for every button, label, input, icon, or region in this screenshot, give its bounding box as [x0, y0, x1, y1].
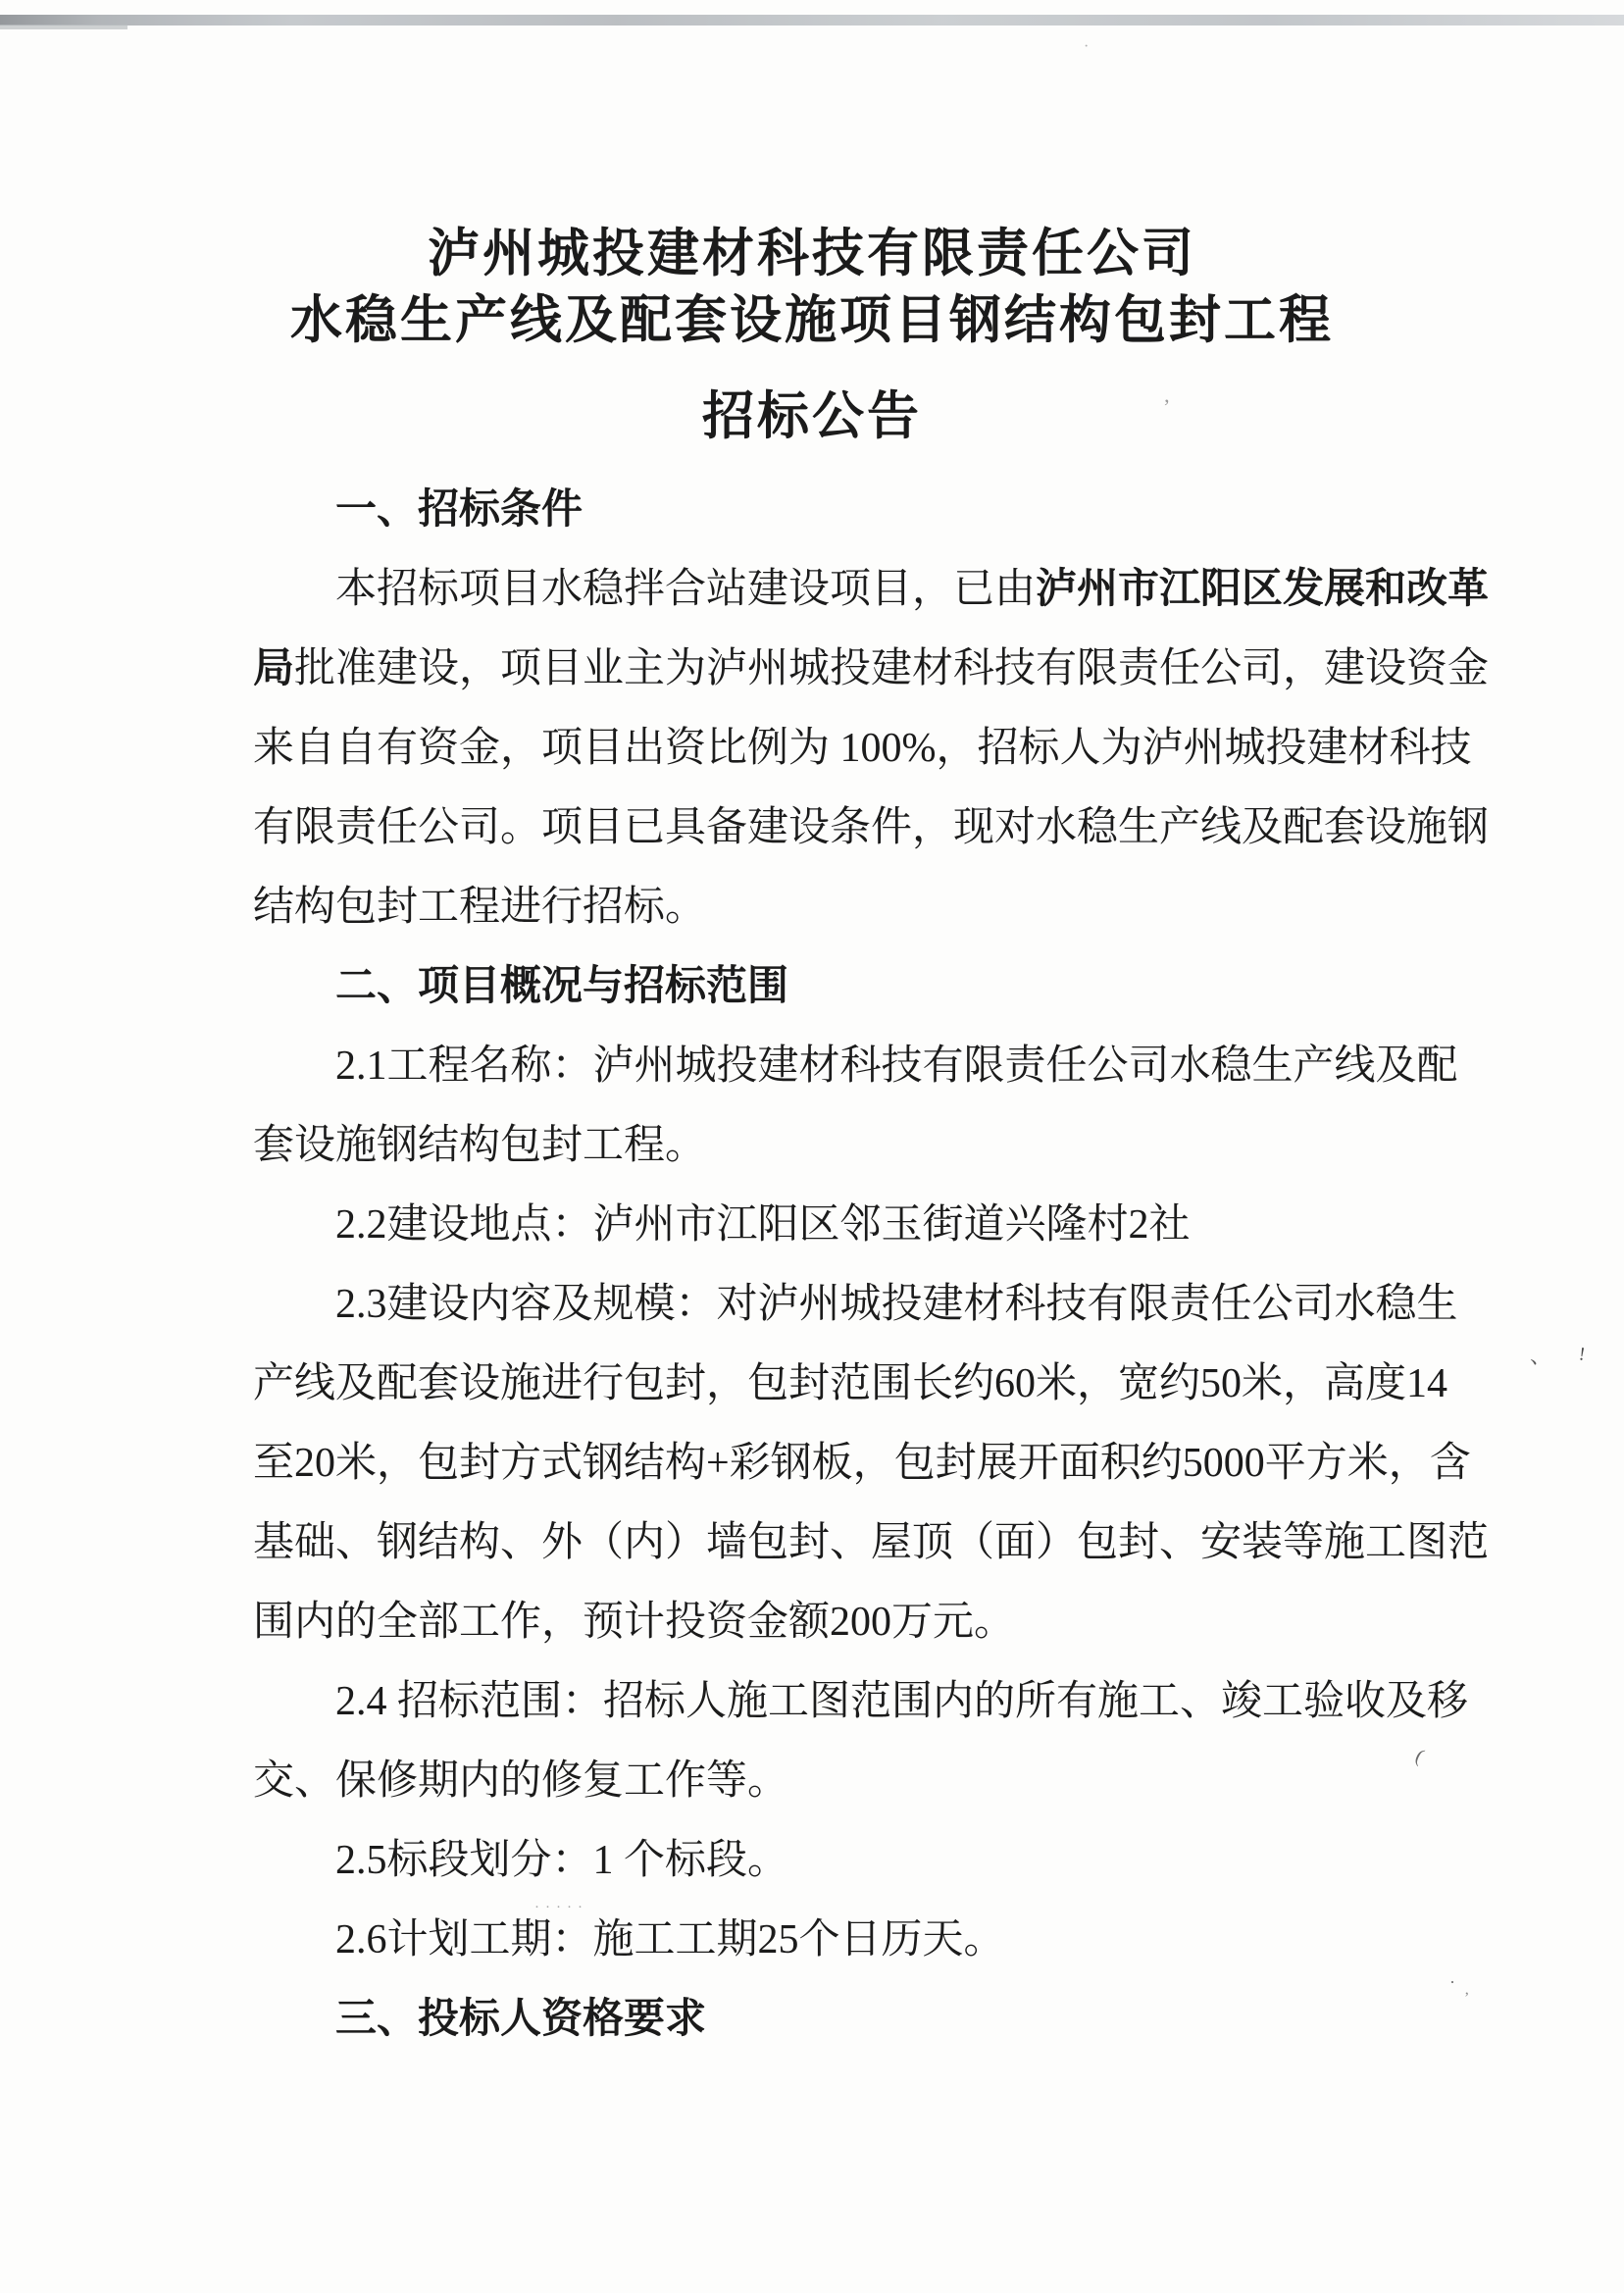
title-line-project: 水稳生产线及配套设施项目钢结构包封工程: [290, 292, 1334, 349]
scan-speck: 、: [1530, 1344, 1558, 1368]
text-line: [253, 550, 1518, 630]
scan-speck: ·: [1449, 1972, 1461, 1992]
text-run: 交、保修期内的修复工作等。: [253, 1758, 789, 1804]
scan-speck: !: [1577, 1344, 1593, 1366]
text-line: [253, 1027, 1518, 1106]
text-run-bold: 二、项目概况与招标范围: [335, 964, 789, 1009]
text-run: 2.3建设内容及规模：对泸州城投建材科技有限责任公司水稳生: [335, 1282, 1458, 1327]
text-run: 2.2建设地点：泸州市江阳区邻玉街道兴隆村2社: [335, 1202, 1191, 1248]
text-run: 来自自有资金，项目出资比例为 100%，招标人为泸州城投建材科技: [253, 726, 1472, 771]
text-run: 围内的全部工作，预计投资金额200万元。: [253, 1600, 1016, 1645]
text-line: [253, 1583, 1518, 1662]
text-line: [253, 1106, 1518, 1186]
text-run: 2.1工程名称：泸州城投建材科技有限责任公司水稳生产线及配: [335, 1044, 1458, 1089]
title-line-company: 泸州城投建材科技有限责任公司: [428, 226, 1196, 282]
text-line: [253, 1662, 1518, 1742]
text-line: [253, 1345, 1518, 1424]
text-line: [253, 709, 1518, 789]
text-line: [253, 789, 1518, 868]
document-title-block: [0, 221, 1624, 450]
text-run-bold: 三、投标人资格要求: [335, 1997, 707, 2042]
scan-speck: ·: [1084, 38, 1095, 55]
scan-edge-artifact-left: [0, 25, 127, 29]
text-run: 2.4 招标范围：招标人施工图范围内的所有施工、竣工验收及移: [335, 1679, 1469, 1724]
text-line: [253, 868, 1518, 947]
text-run: 套设施钢结构包封工程。: [253, 1123, 707, 1168]
section-heading: [253, 471, 1518, 550]
text-run: 结构包封工程进行招标。: [253, 885, 707, 930]
text-line: [253, 630, 1518, 709]
scan-edge-artifact: [0, 15, 1624, 25]
title-line-notice: 招标公告: [702, 388, 922, 445]
scan-speck: (: [1411, 1745, 1433, 1770]
text-line: [253, 1821, 1518, 1901]
text-run-bold: 一、招标条件: [335, 487, 584, 533]
text-run: 基础、钢结构、外（内）墙包封、屋顶（面）包封、安装等施工图范: [253, 1520, 1490, 1565]
text-run-bold: 泸州市江阳区发展和改革: [1036, 567, 1490, 612]
text-line: [253, 1424, 1518, 1503]
text-line: [253, 1503, 1518, 1583]
text-run: 2.6计划工期：施工工期25个日历天。: [335, 1917, 1005, 1962]
text-line: [253, 1742, 1518, 1821]
text-run: 2.5标段划分：1 个标段。: [335, 1838, 789, 1883]
scan-speck: ·····: [534, 1900, 588, 1915]
scan-speck: ’: [1163, 394, 1177, 419]
document-body: [253, 471, 1518, 2060]
section-heading: [253, 1980, 1518, 2060]
text-run: 有限责任公司。项目已具备建设条件，现对水稳生产线及配套设施钢: [253, 805, 1490, 850]
text-line: [253, 1265, 1518, 1345]
text-run: 本招标项目水稳拌合站建设项目，已由: [335, 567, 1037, 612]
text-run: 批准建设，项目业主为泸州城投建材科技有限责任公司，建设资金: [294, 646, 1490, 691]
text-run: 产线及配套设施进行包封，包封范围长约60米，宽约50米，高度14: [253, 1361, 1448, 1406]
text-line: [253, 1186, 1518, 1265]
text-run: 至20米，包封方式钢结构+彩钢板，包封展开面积约5000平方米，含: [253, 1441, 1471, 1486]
section-heading: [253, 947, 1518, 1027]
scan-speck: ’: [1464, 1990, 1476, 2007]
text-line: [253, 1901, 1518, 1980]
text-run-bold: 局: [253, 646, 295, 691]
